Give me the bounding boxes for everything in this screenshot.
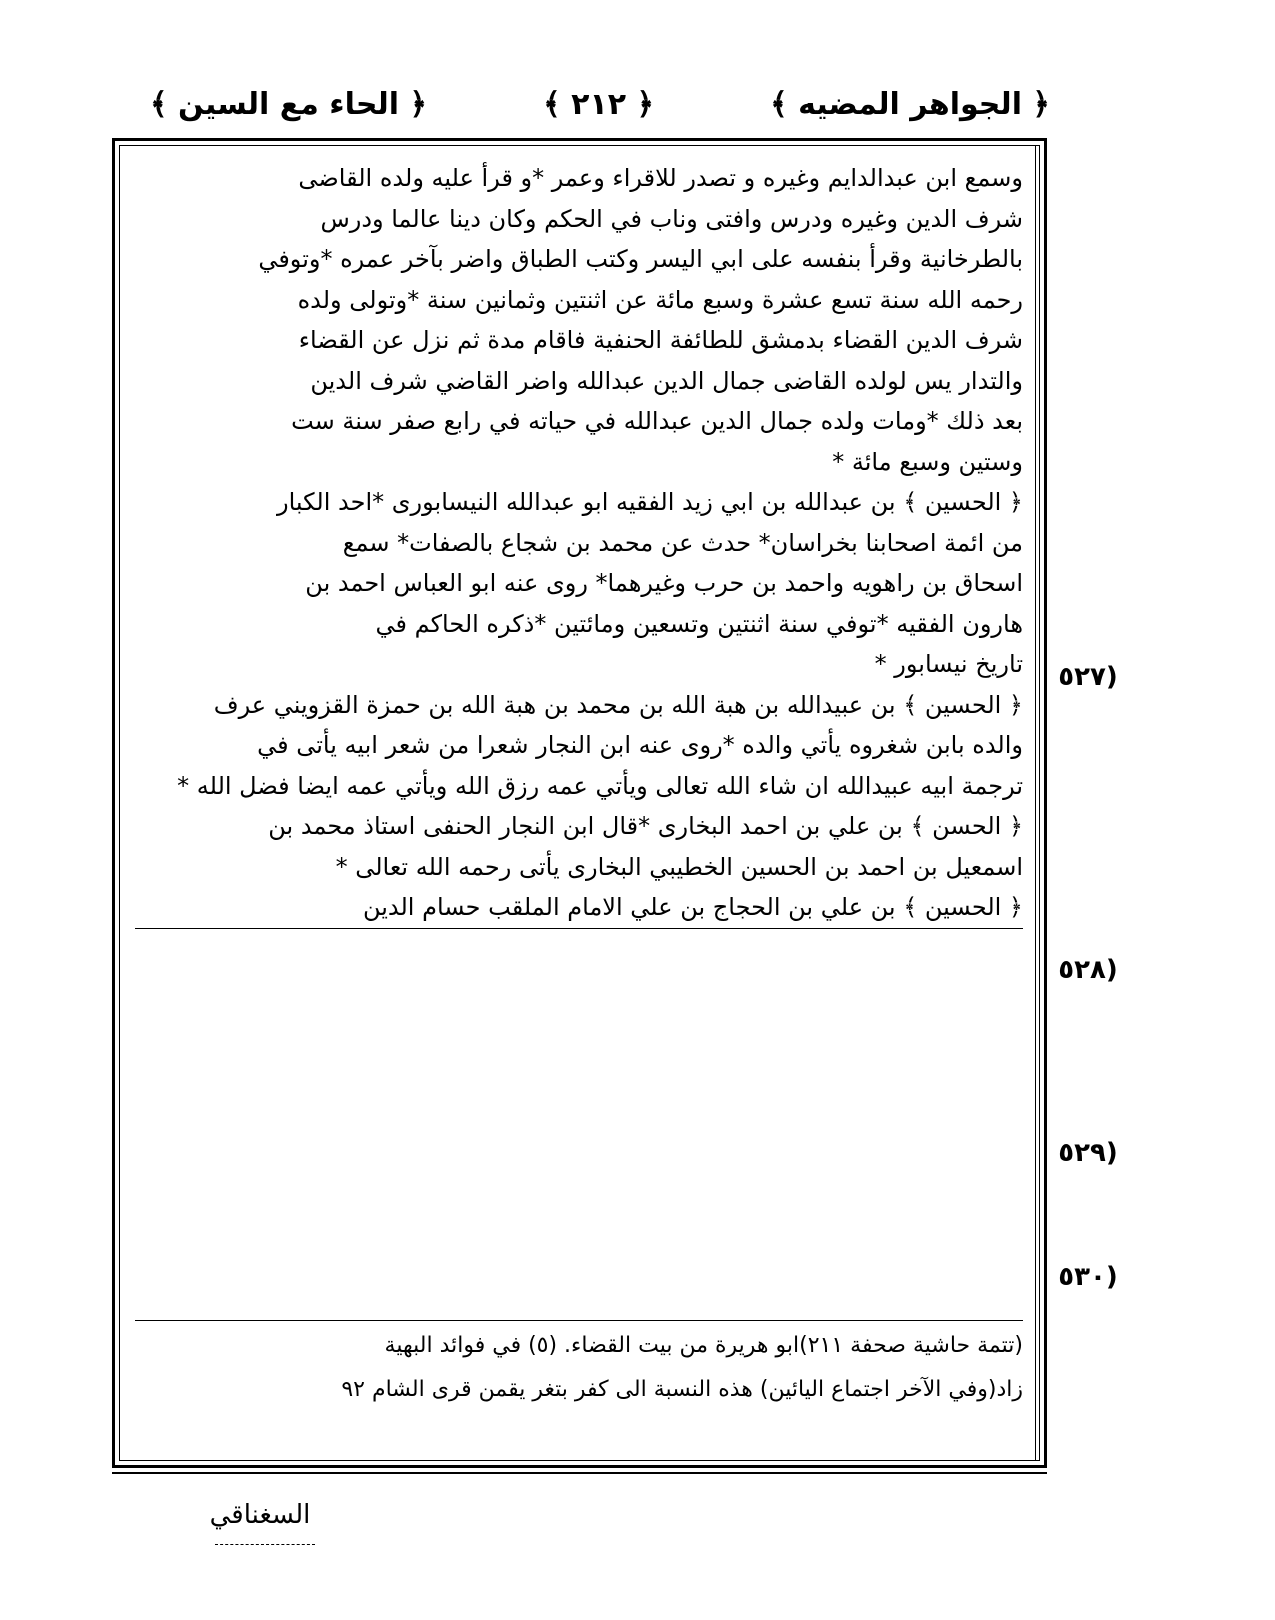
text-line: اسمعيل بن احمد بن الحسين الخطيبي البخارى يأتى رحمه الله تعالى * bbox=[335, 852, 1023, 881]
text-line: ترجمة ابيه عبيدالله ان شاء الله تعالى ويأتي عمه رزق الله ويأتي عمه ايضا فضل الله * bbox=[177, 771, 1023, 800]
text-line: شرف الدين وغيره ودرس وافتى وناب في الحكم وكان دينا عالما ودرس bbox=[320, 204, 1023, 233]
text-line: بالطرخانية وقرأ بنفسه على ابي اليسر وكتب الطباق واضر بآخر عمره *وتوفي bbox=[258, 245, 1023, 273]
footnote-line: (تتمة حاشية صحفة ٢١١)ابو هريرة من بيت القضاء. (٥) في فوائد البهية bbox=[384, 1333, 1023, 1358]
text-line: شرف الدين القضاء بدمشق للطائفة الحنفية فاقام مدة ثم نزل عن القضاء bbox=[298, 326, 1023, 354]
margin-rule bbox=[1035, 145, 1036, 1461]
text-line: وستين وسبع مائة * bbox=[832, 447, 1023, 476]
text-line: وسمع ابن عبدالدايم وغيره و تصدر للاقراء وعمر *و قرأ عليه ولده القاضى bbox=[298, 164, 1023, 192]
entry-528-line: ﴿ الحسين ﴾ بن عبيدالله بن هبة الله بن محمد بن هبة الله بن حمزة القزويني عرف bbox=[213, 690, 1023, 719]
text-line: والده بابن شغروه يأتي والده *روى عنه ابن النجار شعرا من شعر ابيه يأتى في bbox=[257, 731, 1023, 759]
entry-number-528: (٥٢٨ bbox=[1058, 955, 1118, 985]
entry-527-line: ﴿ الحسين ﴾ بن عبدالله بن ابي زيد الفقيه ابو عبدالله النيسابورى *احد الكبار bbox=[277, 488, 1023, 516]
header-section-title: ﴿ الحاء مع السين ﴾ bbox=[150, 86, 428, 122]
entry-number-527: (٥٢٧ bbox=[1058, 662, 1118, 692]
text-line: تاريخ نيسابور * bbox=[874, 650, 1023, 678]
entry-number-529: (٥٢٩ bbox=[1058, 1138, 1118, 1168]
main-text bbox=[135, 158, 1023, 929]
text-line: والتدار يس لولده القاضى جمال الدين عبدالله واضر القاضي شرف الدين bbox=[310, 366, 1023, 395]
text-line: رحمه الله سنة تسع عشرة وسبع مائة عن اثنتين وثمانين سنة *وتولى ولده bbox=[297, 285, 1023, 314]
page-number: ﴿ ٢١٢ ﴾ bbox=[543, 86, 655, 122]
text-line: بعد ذلك *ومات ولده جمال الدين عبدالله في حياته في رابع صفر سنة ست bbox=[291, 407, 1023, 435]
catchword-rule bbox=[215, 1544, 315, 1545]
catchword: السغناقي bbox=[209, 1500, 311, 1530]
entry-529-line: ﴿ الحسن ﴾ بن علي بن احمد البخارى *قال ابن النجار الحنفى استاذ محمد بن bbox=[268, 812, 1023, 840]
running-header bbox=[150, 78, 1050, 130]
footnote-line: زاد(وفي الآخر اجتماع اليائين) هذه النسبة الى كفر بتغر يقمن قرى الشام ٩٢ bbox=[341, 1377, 1023, 1402]
text-line: اسحاق بن راهويه واحمد بن حرب وغيرهما* روى عنه ابو العباس احمد بن bbox=[305, 569, 1023, 597]
footnotes bbox=[135, 1320, 1023, 1413]
entry-530-line: ﴿ الحسين ﴾ بن علي بن الحجاج بن علي الامام الملقب حسام الدين bbox=[135, 887, 1023, 929]
header-book-title: ﴿ الجواهر المضيه ﴾ bbox=[770, 86, 1050, 122]
bottom-rule bbox=[112, 1472, 1047, 1474]
text-line: هارون الفقيه *توفي سنة اثنتين وتسعين ومائتين *ذكره الحاكم في bbox=[375, 609, 1023, 638]
entry-number-530: (٥٣٠ bbox=[1058, 1262, 1118, 1292]
text-line: من ائمة اصحابنا بخراسان* حدث عن محمد بن شجاع بالصفات* سمع bbox=[342, 528, 1023, 557]
